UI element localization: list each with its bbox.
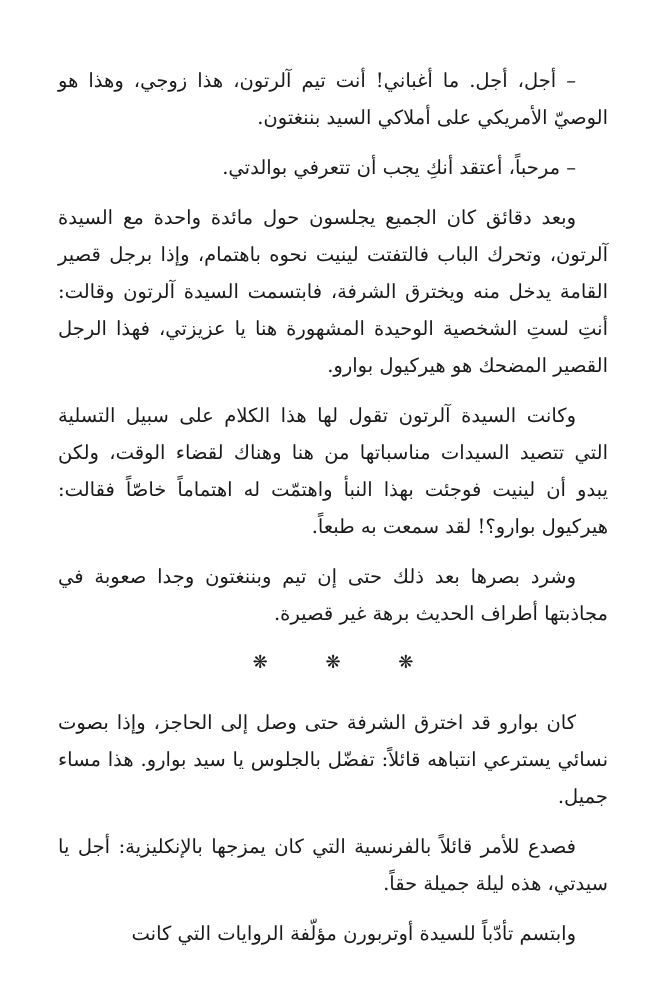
section-separator: ❋ ❋ ❋	[252, 652, 440, 673]
paragraph: – مرحباً، أعتقد أنكِ يجب أن تتعرفي بوالدتي.	[222, 156, 576, 179]
book-page	[58, 62, 608, 965]
paragraph: وكانت السيدة آلرتون تقول لها هذا الكلام على سبيل التسلية التي تتصيد السيدات مناسباتها من هنا وهناك لقضاء الوقت، ولكن يبدو أن لينيت فوجئت بهذا النبأ واهتمّت له اهتماماً خاصّاً فقالت: هيركيول بوارو؟! لقد سمعت به طبعاً.	[58, 404, 608, 538]
paragraph: وابتسم تأدّباً للسيدة أوتربورن مؤلّفة الروايات التي كانت	[131, 922, 576, 945]
paragraph: وبعد دقائق كان الجميع يجلسون حول مائدة واحدة مع السيدة آلرتون، وتحرك الباب فالتفتت لينيت نحوه باهتمام، وإذا برجل قصير القامة يدخل منه ويخترق الشرفة، فابتسمت السيدة آلرتون وقالت: أنتِ لستِ الشخصية الوحيدة المشهورة هنا يا عزيزتي، فهذا الرجل القصير المضحك هو هيركيول بوارو.	[58, 206, 608, 377]
paragraph: – أجل، أجل. ما أغباني! أنت تيم آلرتون، هذا زوجي، وهذا هو الوصيّ الأمريكي على أملاكي السيد بننغتون.	[58, 69, 608, 129]
paragraph: كان بوارو قد اخترق الشرفة حتى وصل إلى الحاجز، وإذا بصوت نسائي يسترعي انتباهه قائلاً: تفضّل بالجلوس يا سيد بوارو. هذا مساء جميل.	[58, 711, 608, 808]
paragraph: وشرد بصرها بعد ذلك حتى إن تيم وبننغتون وجدا صعوبة في مجاذبتها أطراف الحديث برهة غير قصيرة.	[58, 565, 608, 625]
paragraph: فصدع للأمر قائلاً بالفرنسية التي كان يمزجها بالإنكليزية: أجل يا سيدتي، هذه ليلة جميلة حقاً.	[58, 835, 608, 895]
